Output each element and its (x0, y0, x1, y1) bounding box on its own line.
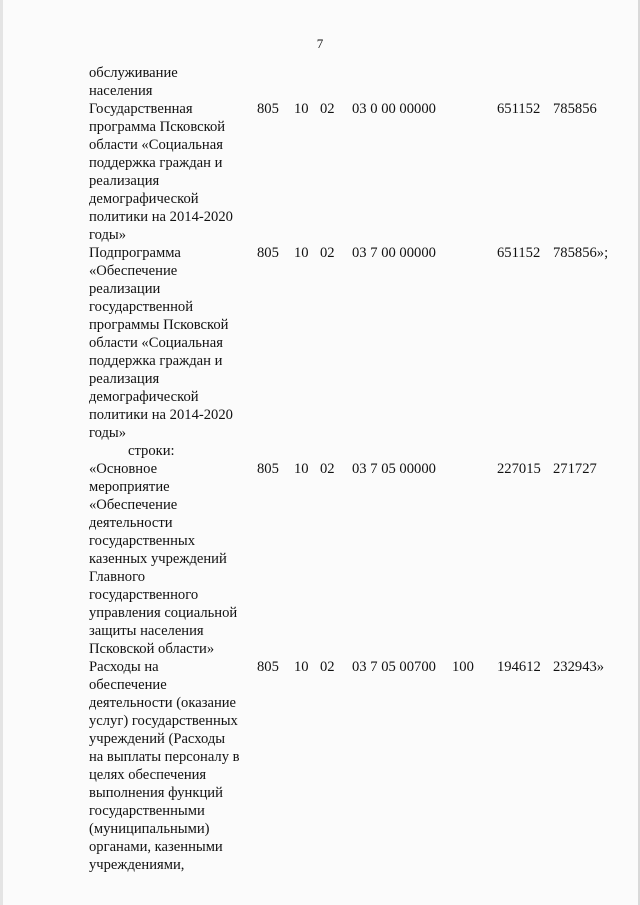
row-name-line: «Обеспечение (89, 263, 178, 279)
row-name-line: реализации (89, 281, 161, 297)
row-name-line: казенных учреждений (89, 551, 227, 567)
row-name-line: управления социальной (89, 605, 238, 621)
row-name-line: области «Социальная (89, 335, 223, 351)
row-name-line: политики на 2014-2020 (89, 407, 233, 423)
row-name-line: учреждениями, (89, 857, 185, 873)
row-name-line: целях обеспечения (89, 767, 207, 783)
col-subsection: 02 (320, 101, 335, 117)
row-name-line: мероприятие (89, 479, 170, 495)
col-grbs: 805 (257, 461, 279, 477)
col-amount-2: 785856»; (553, 245, 609, 261)
col-target-article: 03 7 00 00000 (352, 245, 436, 261)
row-name-line: годы» (89, 227, 127, 243)
scan-edge-left (0, 0, 3, 905)
row-name-line: годы» (89, 425, 127, 441)
col-target-article: 03 7 05 00000 (352, 461, 436, 477)
row-name-line: реализация (89, 173, 160, 189)
col-target-article: 03 7 05 00700 (352, 659, 436, 675)
col-amount-2: 232943» (553, 659, 605, 675)
col-amount-2: 785856 (553, 101, 597, 117)
row-name-line: (муниципальными) (89, 821, 210, 837)
col-amount-1: 651152 (497, 101, 541, 117)
col-grbs: 805 (257, 245, 279, 261)
col-subsection: 02 (320, 461, 335, 477)
row-name-line: защиты населения (89, 623, 204, 639)
col-grbs: 805 (257, 101, 279, 117)
row-name-line: Псковской области» (89, 641, 215, 657)
row-name-line: государственными (89, 803, 205, 819)
page-number: 7 (316, 36, 324, 51)
row-name-line: программы Псковской (89, 317, 229, 333)
col-grbs: 805 (257, 659, 279, 675)
row-name-line: населения (89, 83, 153, 99)
row-name-line: государственного (89, 587, 199, 603)
row-name-line: политики на 2014-2020 (89, 209, 233, 225)
row-name-line: органами, казенными (89, 839, 223, 855)
row-name-line: на выплаты персоналу в (89, 749, 240, 765)
col-target-article: 03 0 00 00000 (352, 101, 436, 117)
row-name-line: услуг) государственных (89, 713, 238, 729)
row-name-line: Подпрограмма (89, 245, 181, 261)
row-name-line: Главного (89, 569, 146, 585)
section-heading: строки: (128, 443, 175, 459)
row-name-line: демографической (89, 389, 199, 405)
col-section: 10 (294, 245, 309, 261)
row-name-line: демографической (89, 191, 199, 207)
col-amount-2: 271727 (553, 461, 597, 477)
row-name-line: учреждений (Расходы (89, 731, 226, 747)
row-name-line: деятельности (оказание (89, 695, 237, 711)
col-amount-1: 227015 (497, 461, 541, 477)
row-name-line: «Основное (89, 461, 158, 477)
col-subsection: 02 (320, 245, 335, 261)
row-name-line: поддержка граждан и (89, 155, 223, 171)
col-section: 10 (294, 101, 309, 117)
row-name-line: обеспечение (89, 677, 167, 693)
row-name-line: реализация (89, 371, 160, 387)
row-name-line: Государственная (89, 101, 193, 117)
col-section: 10 (294, 461, 309, 477)
row-name-line: «Обеспечение (89, 497, 178, 513)
col-amount-1: 651152 (497, 245, 541, 261)
col-amount-1: 194612 (497, 659, 541, 675)
col-section: 10 (294, 659, 309, 675)
row-name-line: поддержка граждан и (89, 353, 223, 369)
row-name-line: выполнения функций (89, 785, 223, 801)
row-name-line: области «Социальная (89, 137, 223, 153)
col-subsection: 02 (320, 659, 335, 675)
row-name-line: Расходы на (89, 659, 159, 675)
row-name-line: программа Псковской (89, 119, 226, 135)
row-name-line: государственной (89, 299, 194, 315)
row-name-line: государственных (89, 533, 196, 549)
col-expense-type: 100 (452, 659, 474, 675)
row-name-line: обслуживание (89, 65, 178, 81)
row-name-line: деятельности (89, 515, 173, 531)
